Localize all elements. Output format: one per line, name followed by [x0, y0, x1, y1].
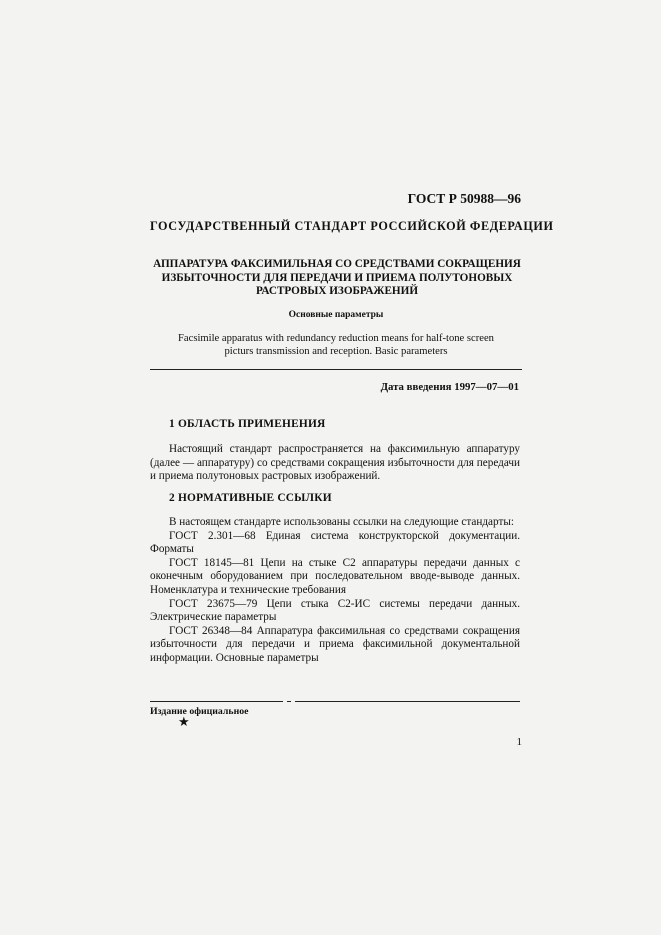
- section-1-heading: 1 ОБЛАСТЬ ПРИМЕНЕНИЯ: [169, 418, 326, 430]
- english-title: [150, 333, 522, 358]
- section-2-body: [150, 516, 520, 666]
- star-icon: ★: [178, 714, 190, 729]
- english-title-line: picturs transmission and reception. Basic parameters: [224, 345, 448, 357]
- section-2-heading: 2 НОРМАТИВНЫЕ ССЫЛКИ: [169, 492, 332, 504]
- state-standard-title: ГОСУДАРСТВЕННЫЙ СТАНДАРТ РОССИЙСКОЙ ФЕДЕРАЦИИ: [150, 219, 554, 233]
- title-line: РАСТРОВЫХ ИЗОБРАЖЕНИЙ: [255, 285, 419, 297]
- gost-number: ГОСТ Р 50988—96: [407, 191, 521, 206]
- footer-rule: [150, 701, 283, 702]
- footer-rule: [295, 701, 520, 702]
- document-subtitle: Основные параметры: [288, 310, 384, 320]
- document-title: [152, 258, 522, 299]
- english-title-line: Facsimile apparatus with redundancy reduction means for half-tone screen: [178, 333, 494, 344]
- footer-rule-dot: [287, 701, 291, 702]
- reference-item: ГОСТ 26348—84 Аппаратура факсимильная со средствами сокращения избыточности для передачи и приема факсимильной документальной информации. Основные параметры: [150, 624, 520, 664]
- reference-item: ГОСТ 18145—81 Цепи на стыке С2 аппаратуры передачи данных с оконечным оборудованием при последовательном вводе-выводе данных. Номенклатура и технические требования: [150, 556, 520, 596]
- paragraph: В настоящем стандарте использованы ссылки на следующие стандарты:: [169, 516, 514, 528]
- divider-rule: [150, 369, 522, 370]
- section-1-body: [150, 443, 520, 484]
- title-line: АППАРАТУРА ФАКСИМИЛЬНАЯ СО СРЕДСТВАМИ СОКРАЩЕНИЯ: [153, 258, 521, 270]
- official-edition-label: Издание официальное: [150, 706, 249, 717]
- page-number: 1: [516, 736, 522, 748]
- introduction-date: Дата введения 1997—07—01: [380, 381, 519, 393]
- paragraph: Настоящий стандарт распространяется на факсимильную аппаратуру (далее — аппаратуру) со средствами сокращения избыточности для передачи и приема полутоновых растровых изображений.: [150, 443, 520, 483]
- title-line: ИЗБЫТОЧНОСТИ ДЛЯ ПЕРЕДАЧИ И ПРИЕМА ПОЛУТОНОВЫХ: [161, 271, 513, 284]
- reference-item: ГОСТ 2.301—68 Единая система конструкторской документации. Форматы: [150, 529, 520, 556]
- reference-item: ГОСТ 23675—79 Цепи стыка С2-ИС системы передачи данных. Электрические параметры: [150, 597, 520, 624]
